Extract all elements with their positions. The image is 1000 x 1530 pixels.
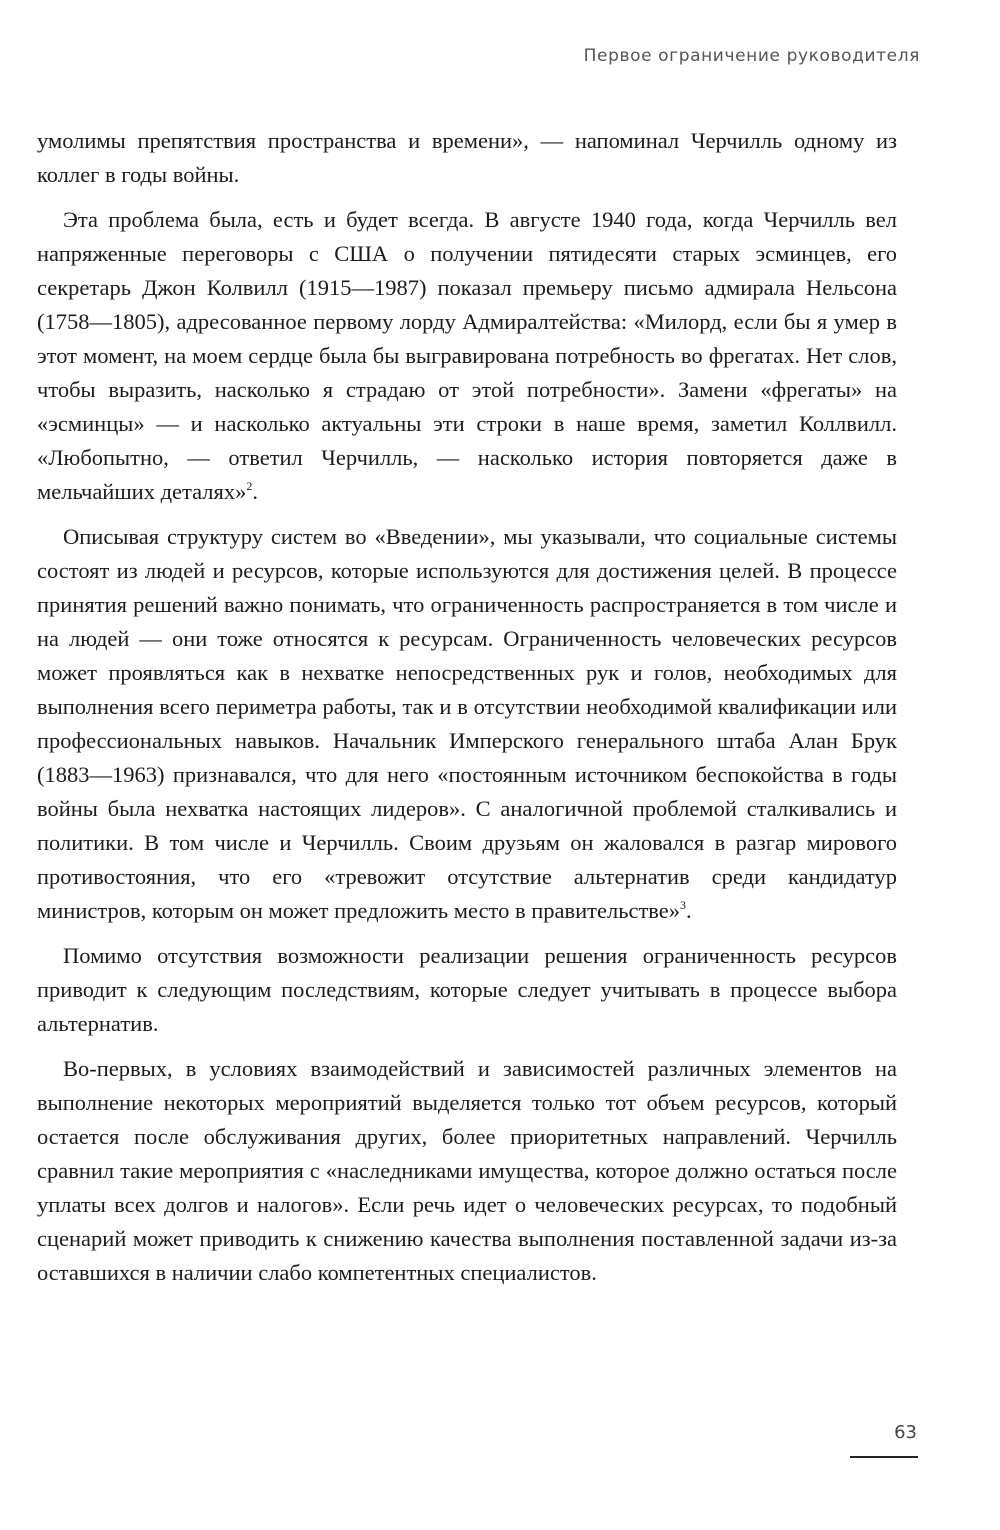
- paragraph-3: Описывая структуру систем во «Введении», мы указывали, что социальные системы состоят из людей и ресурсов, которые используются для достижения целей. В процессе принятия решений важно понимать, что ограниченность распространяется в том числе и на людей — они тоже относятся к ресурсам. Ограниченность человеческих ресурсов может проявляться как в нехватке непосредственных рук и голов, необходимых для выполнения всего периметра работы, так и в отсутствии необходимой квалификации или профессиональных навыков. Начальник Имперского генерального штаба Алан Брук (1883—1963) признавался, что для него «постоянным источником беспокойства в годы войны была нехватка настоящих лидеров». С аналогичной проблемой сталкивались и политики. В том числе и Черчилль. Своим друзьям он жаловался в разгар мирового противостояния, что его «тревожит отсутствие альтернатив среди кандидатур министров, которым он может предложить место в правительстве»$^3$.: [37, 524, 897, 923]
- body-text: [37, 124, 897, 1301]
- paragraph-1-text: умолимы препятствия пространства и времени», — напоминал Черчилль одному из коллег в годы войны.: [37, 128, 897, 187]
- paragraph-4: [37, 939, 897, 1041]
- page-number-rule: [850, 1456, 918, 1458]
- footnote-ref-2[interactable]: 2: [246, 479, 253, 493]
- paragraph-3-text: Описывая структуру систем во «Введении», мы указывали, что социальные системы состоят из людей и ресурсов, которые используются для достижения целей. В процессе принятия решений важно понимать, что ограниченность распространяется в том числе и на людей — они тоже относятся к ресурсам. Ограниченность человеческих ресурсов может проявляться как в нехватке непосредственных рук и голов, необходимых для выполнения всего периметра работы, так и в отсутствии необходимой квалификации или профессиональных навыков. Начальник Имперского генерального штаба Алан Брук (1883—1963) признавался, что для него «постоянным источником беспокойства в годы войны была нехватка настоящих лидеров». С аналогичной проблемой сталкивались и политики. В том числе и Черчилль. Своим друзьям он жаловался в разгар мирового противостояния, что его «тревожит отсутствие альтернатив среди кандидатур министров, которым он может предложить место в правительстве»: [37, 524, 897, 923]
- footnote-ref-3[interactable]: 3: [680, 898, 687, 912]
- paragraph-5-text: Во-первых, в условиях взаимодействий и зависимостей различных элементов на выполнение некоторых мероприятий выделяется только тот объем ресурсов, который остается после обслуживания других, более приоритетных направлений. Черчилль сравнил такие мероприятия с «наследниками имущества, которое должно остаться после уплаты всех долгов и налогов». Если речь идет о человеческих ресурсах, то подобный сценарий может приводить к снижению качества выполнения поставленной задачи из-за оставшихся в наличии слабо компетентных специалистов.: [37, 1056, 897, 1285]
- page-number: 63: [894, 1422, 917, 1443]
- paragraph-2: Эта проблема была, есть и будет всегда. В августе 1940 года, когда Черчилль вел напряженные переговоры с США о получении пятидесяти старых эсминцев, его секретарь Джон Колвилл (1915—1987) показал премьеру письмо адмирала Нельсона (1758—1805), адресованное первому лорду Адмиралтейства: «Милорд, если бы я умер в этот момент, на моем сердце была бы выгравирована потребность во фрегатах. Нет слов, чтобы выразить, насколько я страдаю от этой потребности». Замени «фрегаты» на «эсминцы» — и насколько актуальны эти строки в наше время, заметил Коллвилл. «Любопытно, — ответил Черчилль, — насколько история повторяется даже в мельчайших деталях»$^2$.: [37, 207, 897, 504]
- paragraph-2-text: Эта проблема была, есть и будет всегда. В августе 1940 года, когда Черчилль вел напряженные переговоры с США о получении пятидесяти старых эсминцев, его секретарь Джон Колвилл (1915—1987) показал премьеру письмо адмирала Нельсона (1758—1805), адресованное первому лорду Адмиралтейства: «Милорд, если бы я умер в этот момент, на моем сердце была бы выгравирована потребность во фрегатах. Нет слов, чтобы выразить, насколько я страдаю от этой потребности». Замени «фрегаты» на «эсминцы» — и насколько актуальны эти строки в наше время, заметил Коллвилл. «Любопытно, — ответил Черчилль, — насколько история повторяется даже в мельчайших деталях»: [37, 207, 897, 504]
- paragraph-5: [37, 1052, 897, 1290]
- paragraph-1: [37, 124, 897, 192]
- running-head: Первое ограничение руководителя: [583, 46, 920, 66]
- paragraph-4-text: Помимо отсутствия возможности реализации решения ограниченность ресурсов приводит к следующим последствиям, которые следует учитывать в процессе выбора альтернатив.: [37, 943, 897, 1036]
